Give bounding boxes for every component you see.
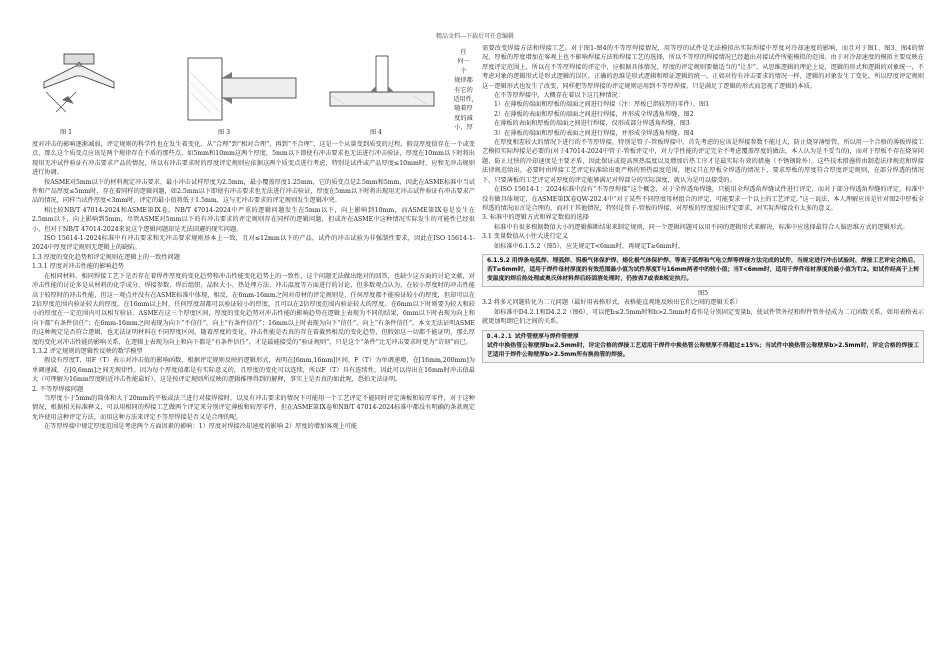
paragraph: 按ASME对5mm以下的材料规定冲击要求，最小冲击试样厚度为2.5mm，最小覆盖厚度1.25mm，它的质变点是2.5mm和5mm，因此在ASME标准中当试件和产品厚度≤5mm时，存在着同样的逻辑问题，如2.5mm以下即使有冲击要求也无法进行冲击验证，厚度在5mm以下时将出现用无冲击试件验证有冲击要求产品的情况，同样当试件厚度<3mm时，评定的最小值将低于1.5mm，这与无冲击要求的评定规则发生逻辑冲突。 [32, 178, 475, 205]
excerpt-body: 试件中换热管公称壁厚b≤2.5mm时，评定合格的焊接工艺适用于焊件中换热管公称壁厚不得超过±15%；当试件中换热管公称壁厚b>2.5mm时，评定合格的焊接工艺适用于焊件公称壁厚b>2.5mm所有换热管的焊接。 [487, 342, 919, 358]
paragraph: 在相同材料、相同焊接工艺下是否存在着焊件厚度的变化趋势和冲击性能变化趋势上的一致性，这个问题无法做出绝对的回答，也缺少这方面的讨论文献，对冲击性能的讨论多是从材料的化学成分、焊接参数、焊后组织、晶粒大小、热处理方法、冲击温度等方面进行的讨论，但多数观点认为，在较小厚度时的冲击性能高于较厚时的冲击性能，但这一观点并没有在ASME标准中体现，相反，在6mm-16mm之间对母材的评定规则是，任何厚度都不能验证较小的厚度，但却可以在2倍厚度范围内验证较大的厚度。在16mm以上时，任何厚度却都可以验证较小的厚度，且可以在2倍厚度范围内验证较大的厚度。在6mm以下时则要为较大和较小的厚度在一定范围内可以相互验证。ASME在这三个厚度区间，厚度的变化趋势对冲击性能的影响趋势在逻辑上表现为不同的结果，6mm以下时表现为向上和向下都“有条件信任”；在6mm-16mm之间表现为向下“不信任”，向上“有条件信任”；16mm以上时表现为向下“信任”，向上“有条件信任”。本文无法证明ASME的这种规定是否符合逻辑，也无法证明材料在不同厚度区间，随着厚度的变化，冲击性能是否真的存在着截然相反的变化趋势，但假如这一切都不能证明，那么厚度的变化对冲击性能的影响关系，在逻辑上表现为向上和向下都是“有条件信任”，才是最能接受的“验证规则”，只是这个“条件”比无冲击要求时更为“苛刻”而已。 [32, 272, 475, 346]
figure-3-label: 图 3 [218, 129, 231, 136]
wrapped-side-text: 任 何一 个 规律都 有它的 适用性, 随着厚 度的减 小，厚 [453, 49, 474, 132]
subsection-heading: 1.3.1 厚度对冲击性能的影响趋势 [32, 263, 124, 271]
subsection-heading: 1.3.2 评定规则的逻辑性反映的数学模型 [32, 347, 143, 355]
paragraph: 如标准中6.1.5.2（图5），应先规定T<6mm时，再规定T≥6mm时。 [494, 242, 685, 250]
left-column [32, 48, 475, 664]
figure-row [32, 48, 475, 140]
paragraph: 在不等厚焊接中，大概存在着以下这几种情况： [494, 92, 624, 100]
list-item: 在薄板的表面和厚板的端面之间进行焊接，仅形成部分焊透角焊缝，图3 [494, 120, 690, 128]
standard-excerpt-image-2 [482, 330, 924, 363]
section-heading: 3. 标准中的逻辑方式和界定数值的选择 [482, 214, 589, 222]
paragraph: 度对冲击的影响逐渐减弱，评定规则的科学性也在发生着变化，从“合理”到“相对合理”，再到“不合理”，这是一个从量变到质变的过程，假设厚度值存在一个或变点，那么这个质变点应该是两个规律存在不盾的那些点，如5mm和10mm这两个厚度，5mm以下即使有冲击要求也无法进行冲击验证，厚度在10mm以下时将出现用无冲试件验证有冲击要求产品的情况，所以有冲击要求时的厚度评定规则应依据这两个质变点进行考虑，特别是试件或产品厚度≤10mm时，应和无冲击规则进行协调。 [32, 141, 475, 177]
figure-4-label: 图 4 [370, 129, 383, 136]
paragraph: 如标准中D4.2.1和D4.2.2（图6），可以把b≤2.5mm时和b>2.5mm时看作是分别固定变量b，使试件管外径和焊件管外径成为二元函数关系，如用表格表示就更加明朗它们之间的关系。 [482, 308, 924, 326]
paragraph: 在厚度相差较大的情况下进行的不等厚焊接，特别是管子-管板焊接中，首先考虑的应该是焊接参数不能过大，防止烧穿薄壁管，所以用一个合格的薄板焊接工艺模拟实际焊接是必要的(对于47014-2024中管子-管板评定中，对力学性能的评定完全不考虑覆盖厚度的做法，本人认为是不妥当的)，而对于厚板不存在烧穿问题，防止过快的冷却速度是主要矛盾，因此保证或提高预热温度以及增加后热工序才是最实际有效的措施（不锈钢除外）。这些技术措施将由制造法律规范和焊接法律规范给出，必要时由焊接工艺评定标准给出更严格的预热温度范围，建议只在厚板全焊透的情况下，要求厚板的厚度符合厚度评定规则，在部分焊透的情况下，只要薄板的工艺评定对厚度的评定能够满足对焊部分的实际深度，就认为是可以接受的。 [482, 139, 924, 184]
paragraph: 当厚度小于5mm的筒体和大于20mm的平板或法兰进行对接焊接时，以及有冲击要求的情况下可能用一个工艺评定不能同时评定薄板和较厚零件，对于这种情况，根据相关标准释义，可以用相同的焊接工艺做两个评定来分别评定薄板和较厚零件，但在ASME第IX卷和NB/T 47014-2024标准中都没有明确的条款规定允许使用这种评定方法，而用这种方法来评定不等厚焊接是否又是合理的呢。 [32, 394, 475, 421]
paragraph: ISO 15614-1-2024标准中有冲击要求和无冲击要求规则基本上一致，且对≤12mm以下的产品，试件的冲击试验为非强制性要求，因此在ISO 15614-1-2024中厚度评定规则无逻辑上的缺陷。 [32, 235, 475, 252]
subsection-heading: 3.2 将多元问题转化为二元问题（最好用表格形式，表格能直观地反映出它们之间的逻辑关系） [482, 299, 742, 307]
paragraph: 假设有厚度T，用F（T）表示对冲击值的影响函数，根据评定规则反映的逻辑形式，表明在[6mm,16mm]区间，F（T）为单调递增，在[16mm,200mm]为单调递减，在[0,6mm]之间无规律性。因为每个厚度值都是有实际意义的，且厚度的变化可以连续，所以F（T）具有连续性，因此可以得出在16mm时冲击值最大（可理解为16mm厚度附近冲击性能最好），这是按评定规则所反映的逻辑推理得到的解释，事实上是否真的如此呢，恐怕无法证明。 [32, 357, 475, 384]
subsection-heading: 3.1 变量数值从小往大进行定义 [482, 233, 569, 241]
paragraph: 需要改变焊接方法和焊接工艺。对于图1-图4的不等厚焊接情况，用等厚的试件是无法模拟出实际焊接中厚度对冷却速度的影响，而且对于图1、图3、图4的情况，厚板的厚度增加在客观上也不影响焊接方法和焊接工艺的选择，所以不等厚的焊接情况已经超出对接试件所能模拟的范围。由于对冷却速度的模拟主要反映在厚度评定范围上，所以在不等厚焊接的评定中，应根据具体情况，厚度的评定规则要做适当的“让步”，从思维逻辑的理论上说，逻辑的形式和逻辑的对象统一，不考虑对象的逻辑形式是形式逻辑的误区，正确的思维是形式逻辑和辩证逻辑的统一。正如对待有冲击要求的情况一样，逻辑的对象发生了变化，所以厚度评定规则这一逻辑形式也发生了改变，同样把等厚焊接的评定规则运用到不等厚焊接，只是满足了逻辑的形式而忽视了逻辑的本质。 [482, 45, 924, 90]
paragraph: 在等厚焊接中规定厚度范围是考虑两个方面因素的影响：1）厚度对焊接冷却速度的影响 2）厚度的增加客观上可能 [44, 423, 358, 431]
figure-1-drawing [36, 52, 122, 126]
list-item: 1）在薄板的端面和厚板的端面之间进行焊接（注：厚板已指较厚的零件），图1 [494, 101, 710, 109]
page-header: 精品文档---下载后可任意编辑 [435, 33, 515, 40]
list-item: 2）在薄板的表面和厚板的端面之间进行焊接，并形成全焊透角焊缝，图2 [494, 110, 694, 118]
figure-3-drawing [182, 52, 302, 126]
figure-4-drawing [324, 52, 442, 126]
section-heading: 1.3 厚度的变化趋势和评定规则在逻辑上的一致性问题 [32, 253, 180, 261]
section-heading: 2. 不等厚焊接问题 [32, 385, 84, 393]
paragraph: 相比较NB/T 47014-2024和ASME第IX卷，NB/T 47014-2024中严重的逻辑问题发生在5mm以下，向上影响到10mm，而ASME第IX卷是发生在2.5mm以下，向上影响到5mm，尽管ASME对5mm以下的有冲击要求的评定规则存在同样的逻辑问题，但或许在ASME中这种情况实际发生的可能性已经很小，但对于NB/T 47014-2024来说这个逻辑问题却是无法回避的现实问题。 [32, 206, 475, 233]
paragraph: 在ISO 15614-1：2024标准中没有“不等厚焊接”这个概念，对于全焊透角焊缝，只能用全焊透角焊缝试件进行评定，而对于部分焊透角焊缝的评定，标准中没有做具体规定，在ASME第IX卷QW-202.4中“对于某些不同厚度母材组合的评定，可能要求一个以上的工艺评定。”这一说法，本人理解应该是针对图2中厚板全焊透的情况而言是合理的，而对于其他情况，特别是管子-管板的焊接，对厚板的厚度提出评定要求，对实际焊接没有太多的意义。 [482, 186, 924, 212]
list-item: 3）在薄板的端面和厚板的表面之间进行焊接，并形成全焊透角焊缝，图4 [494, 129, 694, 137]
figure-1-label: 图 1 [60, 129, 73, 136]
figure-5-label: 图5 [697, 289, 709, 297]
right-column [482, 44, 924, 664]
standard-excerpt-image: 6.1.5.2 用焊条电弧焊、埋弧焊、钨极气体保护焊、熔化极气体保护焊、等离子弧焊和气电立焊等焊接方法完成的试件，当规定进行冲击试验时，焊接工艺评定合格后，若T≥6mm时，适用于焊件母材厚度的有效范围最小值为试件厚度T与16mm两者中的较小值；当T<6mm时，适用于焊件母材厚度的最小值为T/2。如试件经高于上转变温度的焊后热处理或奥氏体材料焊后经固溶处理时，仍按表7或表8规定执行。 [482, 254, 924, 287]
paragraph: 标准中有很多根据数值大小的逻辑推断结果来制定规则，同一个逻辑问题可以用不同的逻辑形式来解决，标准中应选择最符合人脑思维方式的逻辑形式。 [494, 223, 909, 231]
excerpt-title: D.4.2.1 试件管壁厚与焊件管壁厚 [487, 333, 579, 340]
